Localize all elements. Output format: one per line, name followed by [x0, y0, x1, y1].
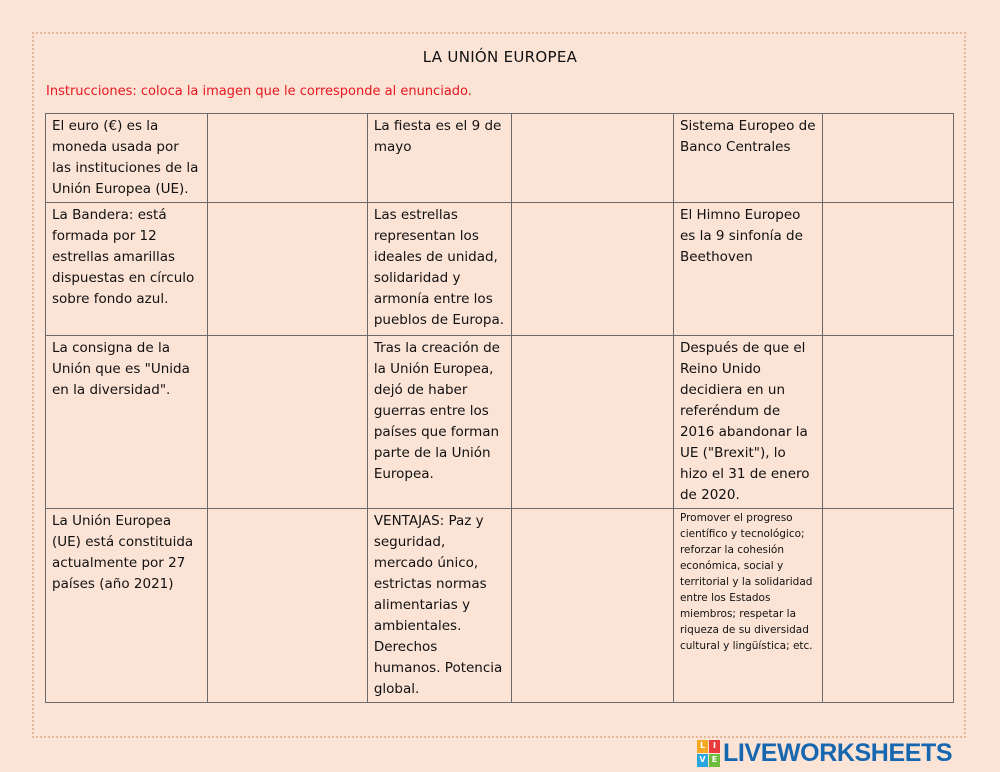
statement-cell: Promover el progreso científico y tecnológico; reforzar la cohesión económica, social y territorial y la solidaridad entre los Estados miembros; respetar la riqueza de su diversidad cultural y lingüística; etc.	[673, 509, 822, 703]
logo-icon-letter: E	[709, 754, 720, 767]
image-drop-zone[interactable]	[823, 509, 954, 703]
table-row	[46, 509, 954, 703]
image-drop-zone[interactable]	[207, 336, 367, 509]
worksheet-table	[45, 113, 954, 703]
statement-cell: Después de que el Reino Unido decidiera en un referéndum de 2016 abandonar la UE ("Brexit"), lo hizo el 31 de enero de 2020.	[673, 336, 822, 509]
image-drop-zone[interactable]	[823, 336, 954, 509]
image-drop-zone[interactable]	[512, 509, 674, 703]
logo-text: LIVEWORKSHEETS	[723, 738, 953, 767]
liveworksheets-logo-icon	[697, 740, 720, 767]
liveworksheets-logo[interactable]	[697, 738, 952, 768]
table-row	[46, 114, 954, 203]
logo-icon-letter: I	[709, 740, 720, 753]
image-drop-zone[interactable]	[823, 114, 954, 203]
logo-icon-letter: L	[697, 740, 708, 753]
image-drop-zone[interactable]	[512, 114, 674, 203]
image-drop-zone[interactable]	[823, 203, 954, 336]
statement-cell: La Unión Europea (UE) está constituida actualmente por 27 países (año 2021)	[46, 509, 208, 703]
statement-cell: Tras la creación de la Unión Europea, dejó de haber guerras entre los países que forman parte de la Unión Europea.	[367, 336, 511, 509]
page-title: LA UNIÓN EUROPEA	[422, 48, 578, 66]
statement-cell: El euro (€) es la moneda usada por las instituciones de la Unión Europea (UE).	[46, 114, 208, 203]
statement-cell: VENTAJAS: Paz y seguridad, mercado único, estrictas normas alimentarias y ambientales. Derechos humanos. Potencia global.	[367, 509, 511, 703]
image-drop-zone[interactable]	[207, 203, 367, 336]
statement-cell: La Bandera: está formada por 12 estrellas amarillas dispuestas en círculo sobre fondo azul.	[46, 203, 208, 336]
image-drop-zone[interactable]	[207, 509, 367, 703]
logo-icon-letter: V	[697, 754, 708, 767]
statement-cell: La consigna de la Unión que es "Unida en la diversidad".	[46, 336, 208, 509]
image-drop-zone[interactable]	[512, 336, 674, 509]
image-drop-zone[interactable]	[512, 203, 674, 336]
statement-cell: Sistema Europeo de Banco Centrales	[673, 114, 822, 203]
image-drop-zone[interactable]	[207, 114, 367, 203]
statement-cell: El Himno Europeo es la 9 sinfonía de Beethoven	[673, 203, 822, 336]
statement-cell: La fiesta es el 9 de mayo	[367, 114, 511, 203]
table-row	[46, 336, 954, 509]
instructions: Instrucciones: coloca la imagen que le corresponde al enunciado.	[46, 84, 472, 99]
statement-cell: Las estrellas representan los ideales de unidad, solidaridad y armonía entre los pueblos de Europa.	[367, 203, 511, 336]
table-row	[46, 203, 954, 336]
